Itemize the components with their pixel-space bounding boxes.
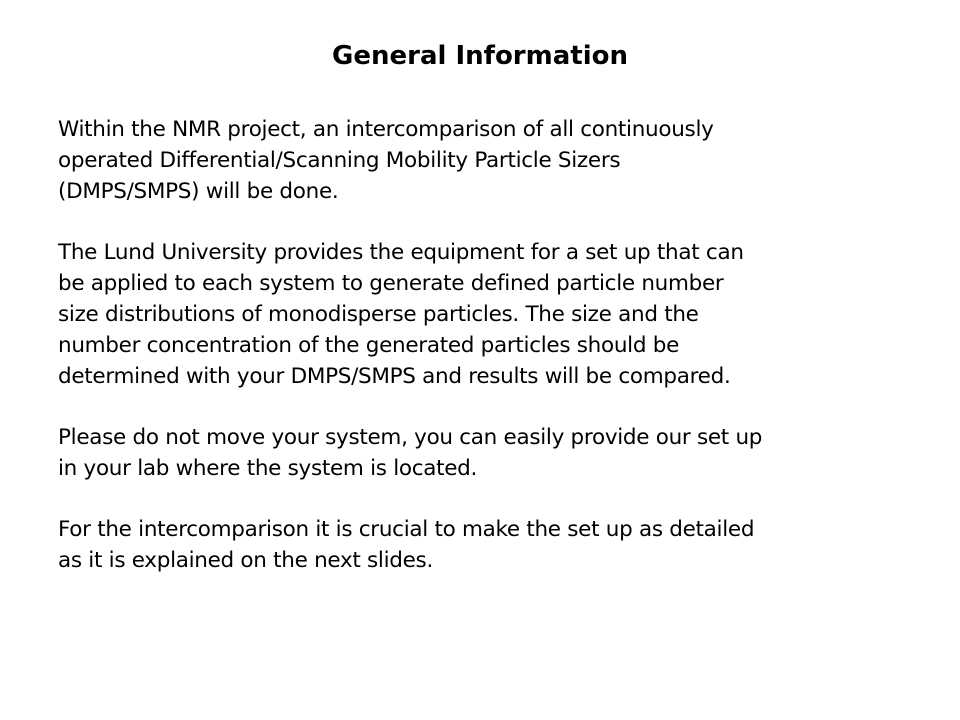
paragraph-line: operated Differential/Scanning Mobility Particle Sizers <box>58 148 621 173</box>
paragraph-setup <box>58 514 908 576</box>
slide-body <box>58 114 908 606</box>
paragraph-line: Please do not move your system, you can easily provide our set up <box>58 425 763 450</box>
paragraph-line: in your lab where the system is located. <box>58 456 478 481</box>
paragraph-line: The Lund University provides the equipment for a set up that can <box>58 240 744 265</box>
paragraph-line: be applied to each system to generate defined particle number <box>58 271 724 296</box>
paragraph-line: (DMPS/SMPS) will be done. <box>58 179 339 204</box>
paragraph-line: For the intercomparison it is crucial to make the set up as detailed <box>58 517 755 542</box>
paragraph-line: as it is explained on the next slides. <box>58 548 433 573</box>
paragraph-line: Within the NMR project, an intercomparison of all continuously <box>58 117 714 142</box>
paragraph-equipment <box>58 237 908 392</box>
slide-title: General Information <box>332 41 628 71</box>
paragraph-line: number concentration of the generated particles should be <box>58 333 680 358</box>
paragraph-location <box>58 422 908 484</box>
paragraph-line: determined with your DMPS/SMPS and results will be compared. <box>58 364 731 389</box>
paragraph-line: size distributions of monodisperse particles. The size and the <box>58 302 699 327</box>
paragraph-intro <box>58 114 908 207</box>
